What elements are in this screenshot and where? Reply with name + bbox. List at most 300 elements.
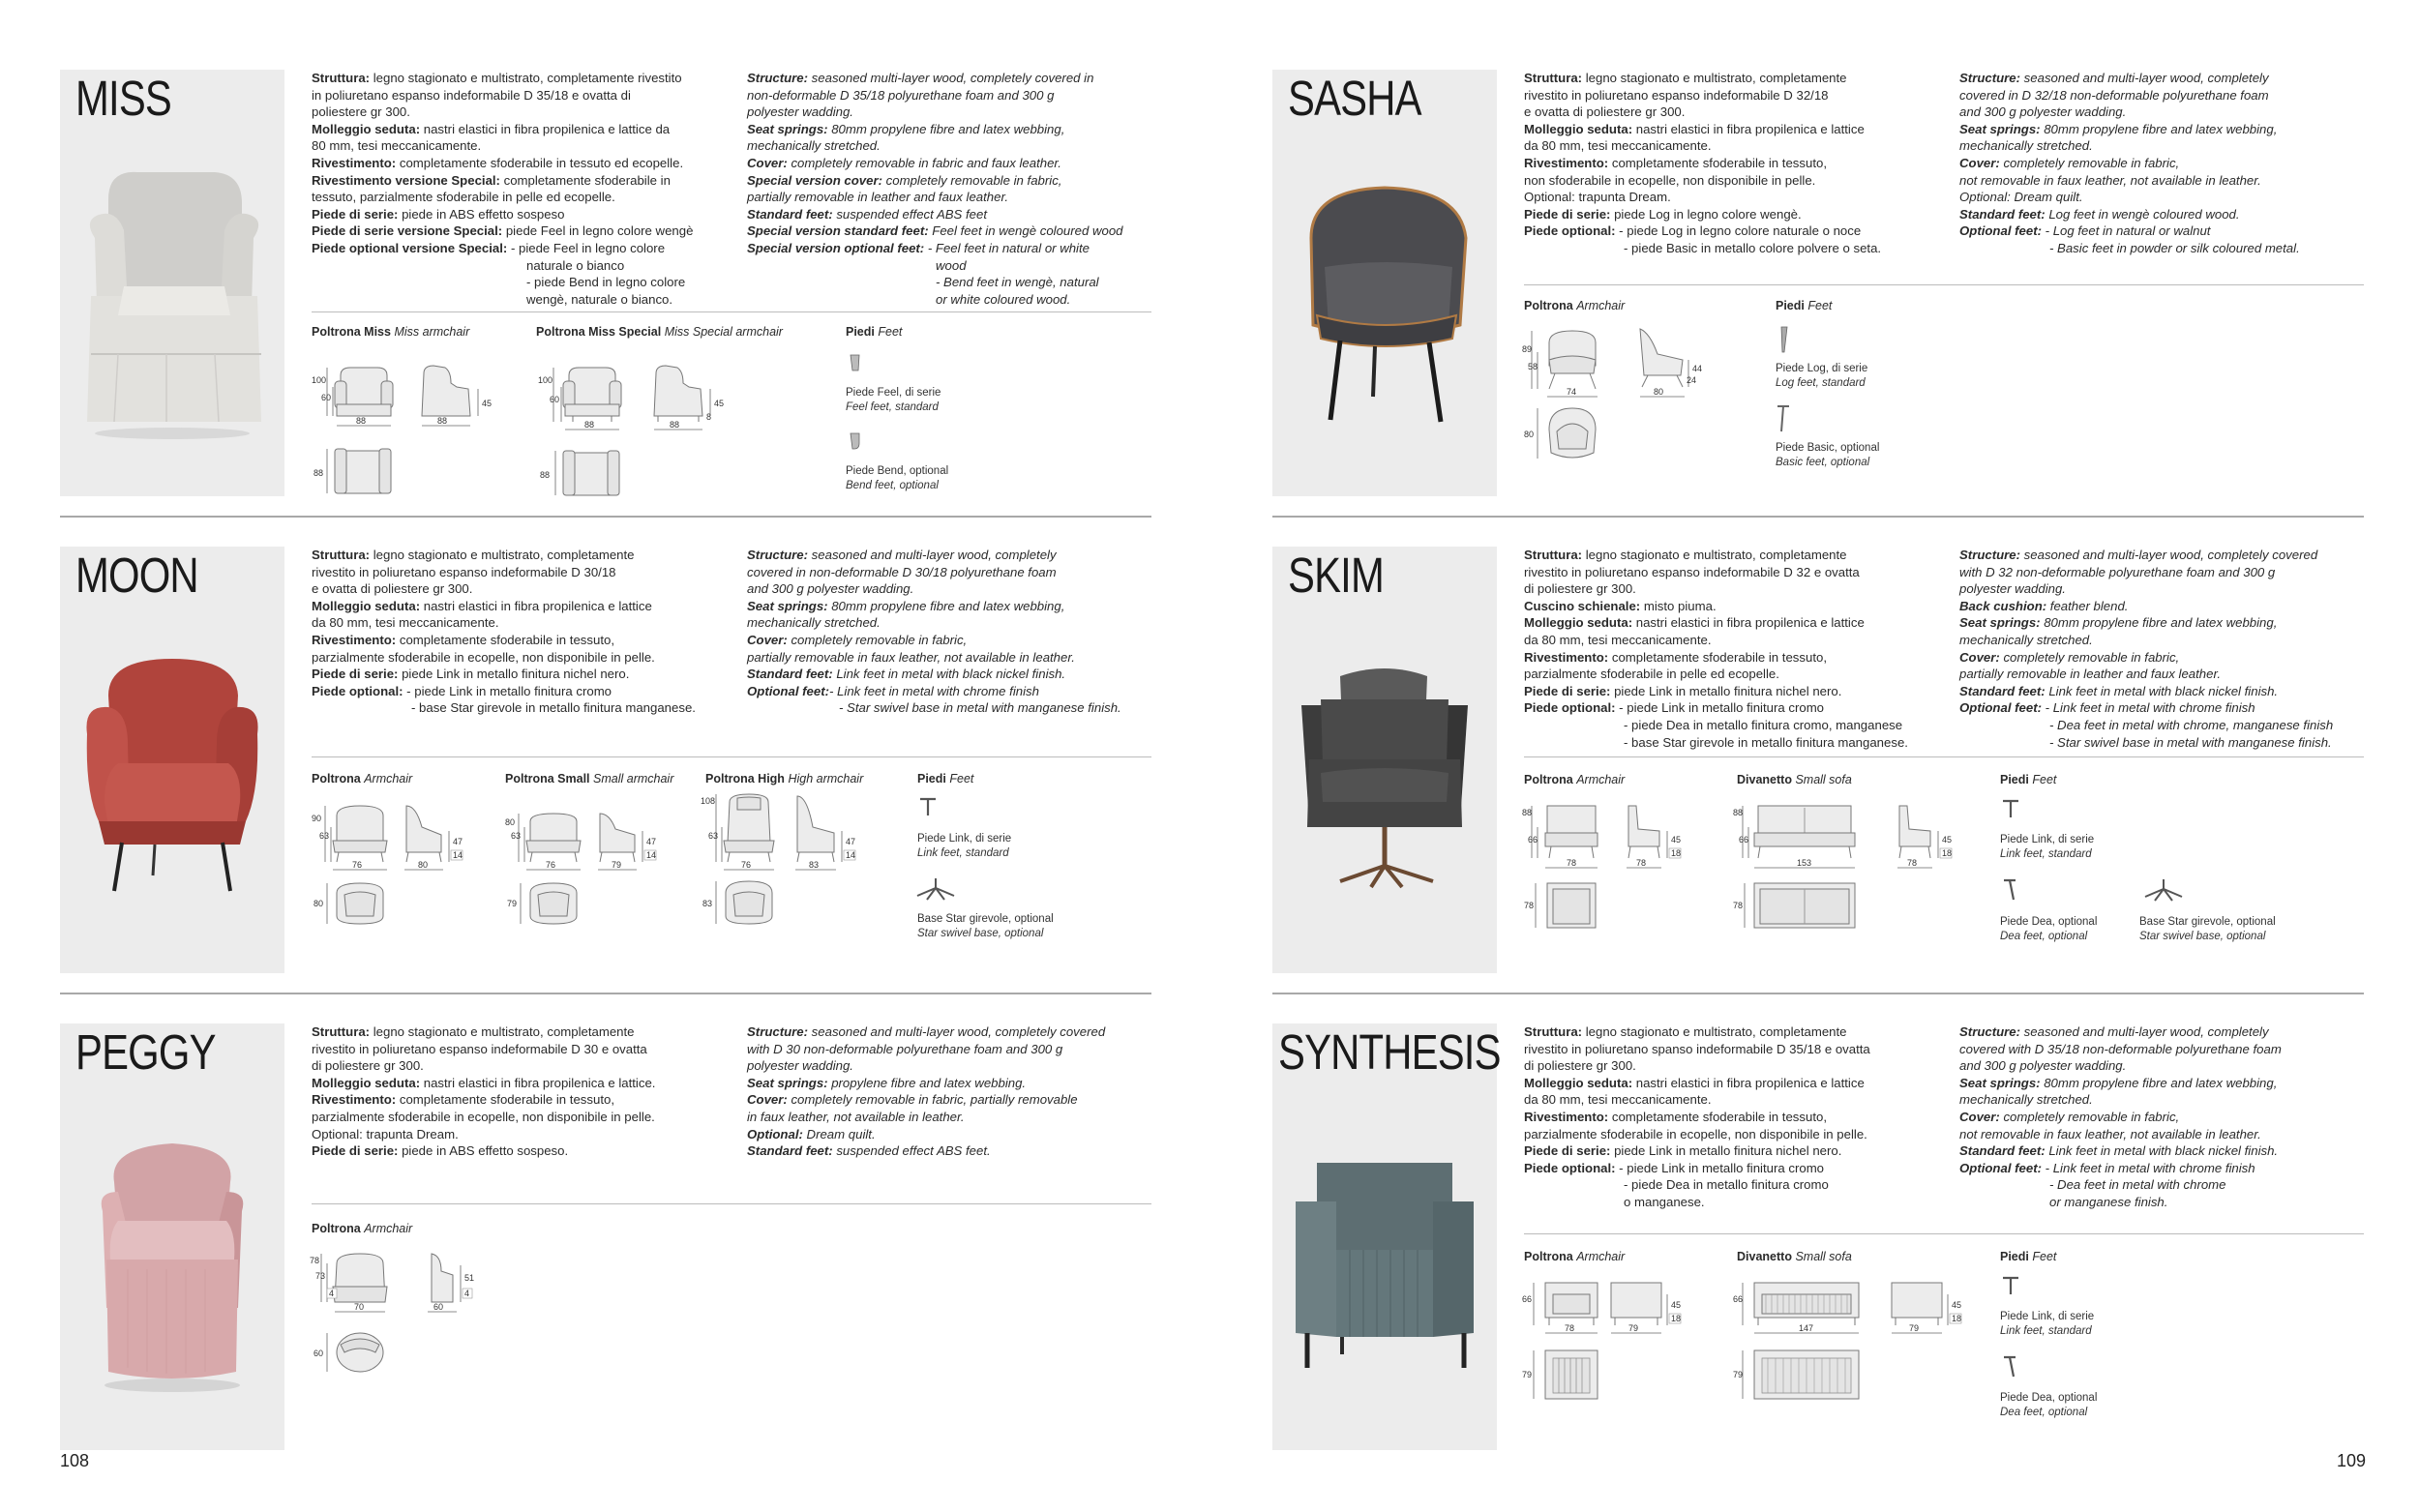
dim-depth: 79 — [1909, 1323, 1920, 1333]
dim-seat-height: 60 — [550, 395, 560, 404]
text-line — [1524, 87, 1881, 104]
spec-text: - piede Bend in legno colore — [526, 275, 686, 290]
spec-label: Piede di serie: — [312, 1143, 399, 1159]
text-line — [747, 1057, 1105, 1075]
spec-text: or manganese finish. — [2049, 1194, 2168, 1209]
spec-label: Rivestimento: — [1524, 155, 1609, 170]
spec-text: wengè, naturale o bianco. — [526, 291, 673, 307]
spec-label: Cover: — [747, 155, 788, 170]
dim-seat-depth: 47 — [846, 837, 856, 846]
dim-width: 153 — [1797, 858, 1812, 868]
feet-caption: Piede Link, di serie Link feet, standard — [2000, 1311, 2095, 1337]
divider — [312, 756, 1151, 757]
spec-text: - Link feet in metal with chrome finish — [2042, 1160, 2255, 1175]
spec-text: with D 32 non-deformable polyurethane foam and 300 g — [1959, 564, 2276, 579]
spec-text: non sfoderabile in ecopelle, non disponibile in pelle. — [1524, 172, 1816, 188]
spec-label: Piede di serie: — [1524, 1143, 1611, 1159]
dim-width: 88 — [356, 416, 367, 426]
divider — [312, 311, 1151, 312]
spec-text: mechanically stretched. — [747, 138, 881, 154]
spec-text: Dream quilt. — [802, 1126, 876, 1141]
dea-foot-icon — [2000, 1354, 2021, 1379]
spec-text: Link feet in metal with black nickel finish. — [2045, 1143, 2279, 1159]
feet-caption: Piede Feel, di serie Feel feet, standard — [846, 387, 941, 413]
section-peggy — [60, 1008, 1151, 1472]
dim-plan-depth: 79 — [507, 899, 518, 908]
spec-text: completely removable in fabric and faux leather. — [787, 155, 1061, 170]
text-line — [1524, 1194, 1870, 1211]
spec-label: Molleggio seduta: — [1524, 615, 1633, 631]
text-line — [1959, 1142, 2282, 1160]
text-line — [1524, 547, 1908, 564]
text-line — [1959, 649, 2333, 667]
dim-depth: 79 — [1628, 1323, 1639, 1333]
text-line — [1959, 1109, 2282, 1126]
section-skim — [1272, 531, 2364, 995]
text-line — [747, 172, 1123, 190]
text-line — [312, 683, 696, 700]
spec-text: - Star swivel base in metal with manganese finish. — [839, 700, 1121, 716]
spec-label: Structure: — [747, 1024, 809, 1039]
spec-text: covered in non-deformable D 30/18 polyurethane foam — [747, 564, 1057, 579]
spec-text: legno stagionato e multistrato, completamente — [1582, 71, 1847, 85]
spec-text: - Basic feet in powder or silk coloured metal. — [2049, 240, 2300, 255]
feet-caption: Piede Dea, optional Dea feet, optional — [2000, 1392, 2098, 1418]
section-separator — [1272, 993, 2364, 994]
spec-label: Piede di serie versione Special: — [312, 223, 503, 239]
section-separator — [60, 516, 1151, 518]
text-line — [1959, 1091, 2282, 1109]
dim-height: 78 — [310, 1256, 320, 1265]
text-line — [312, 240, 693, 257]
section-miss — [60, 54, 1151, 519]
spec-text: - piede Basic in metallo colore polvere o seta. — [1624, 240, 1882, 255]
spec-label: Rivestimento: — [312, 632, 397, 647]
dim-seat-depth: 45 — [482, 399, 493, 408]
text-line — [1959, 189, 2300, 206]
sasha-armchair-photo — [1282, 161, 1487, 451]
text-line — [1959, 1126, 2282, 1143]
dim-height: 66 — [1733, 1294, 1744, 1304]
spec-text: seasoned multi-layer wood, completely covered in — [808, 71, 1094, 85]
dim-height: 100 — [312, 375, 327, 385]
spec-text: completely removable in fabric, — [1999, 155, 2180, 170]
dim-seat-height: 73 — [315, 1271, 326, 1281]
spec-text: covered with D 35/18 non-deformable polyurethane foam — [1959, 1041, 2282, 1056]
dim-seat-height: 66 — [1528, 835, 1538, 845]
text-line — [1524, 137, 1881, 155]
section-moon — [60, 531, 1151, 995]
bend-foot-icon — [846, 431, 865, 453]
text-line — [312, 172, 693, 190]
text-line — [1524, 649, 1908, 667]
text-line — [1959, 206, 2300, 223]
text-line — [312, 699, 696, 717]
spec-text: polyester wadding. — [747, 104, 853, 120]
spec-label: Optional feet: — [1959, 223, 2042, 239]
dim-seat-depth: 45 — [1942, 835, 1953, 845]
spec-label: Struttura: — [312, 548, 371, 562]
text-line — [312, 137, 693, 155]
spec-text: mechanically stretched. — [747, 615, 881, 631]
text-line — [1524, 104, 1881, 121]
text-line — [1959, 70, 2300, 87]
spec-text: poliestere gr 300. — [312, 104, 410, 120]
spec-text: Feel feet in wengè coloured wood — [928, 223, 1123, 239]
text-line — [1524, 1176, 1870, 1194]
spec-text: with D 30 non-deformable polyurethane foam and 300 g — [747, 1041, 1063, 1056]
divider — [312, 1203, 1151, 1204]
spec-label: Piede di serie: — [312, 667, 399, 682]
spec-text: legno stagionato e multistrato, completamente — [1582, 548, 1847, 562]
text-line — [1959, 580, 2333, 598]
spec-label: Structure: — [747, 71, 809, 85]
dim-leg-height: 18 — [1671, 848, 1682, 858]
spec-label: Piede optional: — [1524, 700, 1616, 716]
spec-label: Special version optional feet: — [747, 240, 925, 255]
text-line — [747, 291, 1123, 309]
text-line — [747, 70, 1123, 87]
spec-label: Standard feet: — [747, 667, 833, 682]
dim-height: 66 — [1522, 1294, 1533, 1304]
tech-title-armchair: Poltrona Armchair — [1524, 773, 1626, 786]
text-line — [312, 564, 696, 581]
section-sasha — [1272, 54, 2364, 519]
spec-text: completamente sfoderabile in tessuto ed ecopelle. — [396, 155, 684, 170]
description-it — [312, 1023, 655, 1160]
text-line — [312, 1126, 655, 1143]
feet-caption: Base Star girevole, optional Star swivel base, optional — [2139, 916, 2276, 942]
text-line — [1959, 564, 2333, 581]
dim-width: 76 — [546, 860, 556, 870]
text-line — [1524, 1126, 1870, 1143]
spec-text: rivestito in poliuretano spanso indeformabile D 35/18 e ovatta — [1524, 1041, 1870, 1056]
text-line — [1524, 240, 1881, 257]
spec-text: di poliestere gr 300. — [1524, 581, 1636, 597]
dim-seat-depth: 45 — [1671, 835, 1682, 845]
spec-text: da 80 mm, tesi meccanicamente. — [1524, 138, 1712, 154]
spec-label: Structure: — [747, 548, 809, 562]
spec-text: parzialmente sfoderabile in ecopelle, non disponibile in pelle. — [312, 1109, 655, 1124]
text-line — [312, 649, 696, 667]
dim-seat-depth: 47 — [646, 837, 657, 846]
text-line — [1959, 699, 2333, 717]
dim-height: 108 — [701, 796, 716, 806]
dimension-diagram — [701, 788, 884, 937]
text-line — [1959, 1057, 2282, 1075]
dim-seat-depth: 47 — [453, 837, 463, 846]
spec-text: - base Star girevole in metallo finitura manganese. — [1624, 734, 1908, 750]
spec-text: rivestito in poliuretano espanso indeformabile D 30/18 — [312, 564, 616, 579]
tech-title-small-sofa: Divanetto Small sofa — [1737, 1250, 1852, 1263]
peggy-armchair-photo — [70, 1114, 275, 1405]
text-line — [312, 1075, 655, 1092]
spec-text: e ovatta di poliestere gr 300. — [1524, 104, 1686, 120]
spec-text: completamente sfoderabile in tessuto, — [1608, 1109, 1827, 1124]
spec-text: covered in D 32/18 non-deformable polyurethane foam — [1959, 87, 2269, 103]
text-line — [1524, 1160, 1870, 1177]
text-line — [312, 70, 693, 87]
dea-foot-icon — [2000, 877, 2021, 903]
text-line — [312, 547, 696, 564]
product-title: PEGGY — [75, 1024, 216, 1080]
spec-text: not removable in faux leather, not available in leather. — [1959, 1126, 2261, 1141]
spec-text: completamente sfoderabile in tessuto, — [1608, 155, 1827, 170]
dim-height: 88 — [1733, 808, 1744, 817]
text-line — [1524, 70, 1881, 87]
text-line — [1524, 699, 1908, 717]
dim-depth: 79 — [612, 860, 622, 870]
spec-text: Link feet in metal with black nickel finish. — [2045, 683, 2279, 698]
feet-caption: Piede Link, di serie Link feet, standard — [2000, 834, 2095, 860]
spec-text: di poliestere gr 300. — [1524, 1058, 1636, 1074]
dim-depth: 80 — [418, 860, 429, 870]
spec-text: tessuto, parzialmente sfoderabile in pelle ed ecopelle. — [312, 190, 615, 205]
dim-seat-height: 60 — [321, 393, 332, 402]
description-en — [747, 1023, 1105, 1160]
text-line — [747, 547, 1121, 564]
spec-text: wood — [936, 257, 967, 273]
spec-text: parzialmente sfoderabile in ecopelle, non disponibile in pelle. — [1524, 1126, 1867, 1141]
text-line — [747, 666, 1121, 683]
text-line — [1524, 580, 1908, 598]
text-line — [747, 649, 1121, 667]
text-line — [1959, 137, 2300, 155]
text-line — [747, 632, 1121, 649]
spec-text: seasoned and multi-layer wood, completely — [808, 548, 1057, 562]
spec-label: Optional feet: — [1959, 700, 2042, 716]
dim-height: 90 — [312, 814, 322, 823]
feet-caption: Piede Log, di serie Log feet, standard — [1776, 363, 1868, 389]
spec-text: nastri elastici in fibra propilenica e lattice — [420, 598, 652, 613]
spec-label: Cover: — [1959, 649, 2000, 665]
spec-text: nastri elastici in fibra propilenica e lattice — [1632, 121, 1865, 136]
dim-plan-depth: 60 — [314, 1349, 324, 1358]
link-foot-icon — [2000, 798, 2021, 819]
text-line — [1524, 222, 1881, 240]
spec-text: - base Star girevole in metallo finitura manganese. — [411, 700, 696, 716]
dim-depth: 80 — [1654, 387, 1664, 397]
text-line — [747, 257, 1123, 275]
text-line — [1524, 614, 1908, 632]
dimension-diagram — [312, 792, 486, 937]
text-line — [312, 257, 693, 275]
star-swivel-base-icon — [913, 875, 958, 902]
text-line — [1524, 1142, 1870, 1160]
dimension-diagram — [312, 344, 505, 519]
dimension-diagram — [536, 344, 749, 519]
spec-label: Struttura: — [1524, 548, 1583, 562]
spec-text: mechanically stretched. — [1959, 1092, 2093, 1108]
dim-base-height-side: 4 — [464, 1289, 470, 1298]
dim-plan-depth: 79 — [1522, 1370, 1533, 1379]
tech-title-armchair: Poltrona Armchair — [1524, 299, 1626, 312]
feet-caption: Piede Dea, optional Dea feet, optional — [2000, 916, 2098, 942]
spec-text: - Log feet in natural or walnut — [2042, 223, 2211, 239]
text-line — [747, 104, 1123, 121]
page-number-left: 108 — [60, 1451, 90, 1470]
spec-label: Standard feet: — [747, 1143, 833, 1159]
text-line — [747, 1091, 1105, 1109]
spec-text: seasoned and multi-layer wood, completely covered — [808, 1024, 1106, 1039]
spec-text: completely removable in fabric, — [1999, 649, 2180, 665]
spec-text: polyester wadding. — [747, 1058, 853, 1074]
spec-text: - piede Link in metallo finitura cromo — [1615, 1160, 1825, 1175]
tech-title-feet: Piedi Feet — [2000, 773, 2057, 786]
spec-text: 80mm propylene fibre and latex webbing, — [2040, 1075, 2278, 1090]
dim-width: 76 — [741, 860, 752, 870]
spec-text: polyester wadding. — [1959, 581, 2066, 597]
spec-label: Molleggio seduta: — [312, 121, 421, 136]
link-foot-icon — [2000, 1275, 2021, 1296]
text-line — [1524, 121, 1881, 138]
text-line — [747, 240, 1123, 257]
product-title: MISS — [75, 71, 171, 126]
spec-text: completely removable in fabric, — [1999, 1109, 2180, 1124]
text-line — [1524, 1109, 1870, 1126]
spec-label: Standard feet: — [747, 206, 833, 222]
spec-text: 80mm propylene fibre and latex webbing, — [827, 121, 1065, 136]
spec-text: e ovatta di poliestere gr 300. — [312, 581, 473, 597]
text-line — [1959, 121, 2300, 138]
text-line — [312, 1057, 655, 1075]
spec-text: - Feel feet in natural or white — [924, 240, 1090, 255]
spec-label: Seat springs: — [1959, 1075, 2041, 1090]
spec-text: and 300 g polyester wadding. — [747, 581, 914, 597]
spec-text: - Dea feet in metal with chrome, manganese finish — [2049, 717, 2334, 732]
spec-label: Piede di serie: — [1524, 206, 1611, 222]
dim-leg-height: 14 — [646, 850, 657, 860]
spec-label: Molleggio seduta: — [1524, 1075, 1633, 1090]
text-line — [1524, 1041, 1870, 1058]
text-line — [747, 206, 1123, 223]
text-line — [1959, 1023, 2282, 1041]
spec-label: Rivestimento: — [1524, 649, 1609, 665]
spec-text: Log feet in wengè coloured wood. — [2045, 206, 2240, 222]
spec-text: and 300 g polyester wadding. — [1959, 1058, 2127, 1074]
spec-label: Cover: — [747, 632, 788, 647]
dim-seat-depth: 45 — [714, 399, 725, 408]
spec-text: misto piuma. — [1640, 598, 1717, 613]
divider — [1524, 756, 2364, 757]
text-line — [1524, 206, 1881, 223]
spec-label: Seat springs: — [747, 121, 828, 136]
spec-text: piede Feel in legno colore wengè — [502, 223, 694, 239]
text-line — [747, 564, 1121, 581]
dim-leg-height: 14 — [846, 850, 856, 860]
spec-label: Molleggio seduta: — [312, 598, 421, 613]
synthesis-armchair-photo — [1282, 1114, 1487, 1405]
dim-width: 70 — [354, 1302, 365, 1312]
dim-height: 80 — [505, 817, 516, 827]
text-line — [747, 1109, 1105, 1126]
description-en — [1959, 1023, 2282, 1211]
spec-text: 80mm propylene fibre and latex webbing, — [2040, 615, 2278, 631]
spec-text: completamente sfoderabile in tessuto, — [396, 632, 614, 647]
dim-depth: 88 — [670, 420, 680, 430]
text-line — [1959, 240, 2300, 257]
text-line — [1959, 632, 2333, 649]
spec-label: Standard feet: — [1959, 206, 2046, 222]
dim-leg-height: 18 — [1671, 1314, 1682, 1323]
spec-text: partially removable in leather and faux leather. — [747, 190, 1009, 205]
text-line — [1524, 632, 1908, 649]
tech-title-miss: Poltrona Miss Miss armchair — [312, 325, 470, 339]
spec-label: Molleggio seduta: — [1524, 121, 1633, 136]
text-line — [747, 683, 1121, 700]
text-line — [1959, 172, 2300, 190]
spec-text: in faux leather, not available in leather. — [747, 1109, 965, 1124]
spec-text: suspended effect ABS feet. — [832, 1143, 991, 1159]
tech-title-feet: Piedi Feet — [2000, 1250, 2057, 1263]
spec-label: Struttura: — [1524, 71, 1583, 85]
spec-text: in poliuretano espanso indeformabile D 35/18 e ovatta di — [312, 87, 631, 103]
dim-leg-height: 8 — [706, 412, 712, 422]
spec-label: Cuscino schienale: — [1524, 598, 1641, 613]
spec-label: Optional: — [747, 1126, 803, 1141]
dim-width: 88 — [584, 420, 595, 430]
tech-title-armchair: Poltrona Armchair — [312, 1222, 413, 1235]
spec-label: Piede optional: — [1524, 223, 1616, 239]
text-line — [1959, 598, 2333, 615]
text-line — [1524, 1075, 1870, 1092]
text-line — [312, 87, 693, 104]
spec-label: Struttura: — [312, 71, 371, 85]
dim-leg-height: 24 — [1687, 375, 1697, 385]
dim-leg-height: 18 — [1952, 1314, 1962, 1323]
spec-label: Seat springs: — [1959, 615, 2041, 631]
tech-title-high-armchair: Poltrona High High armchair — [705, 772, 864, 786]
text-line — [747, 614, 1121, 632]
spec-label: Optional feet: — [747, 683, 829, 698]
product-title: SASHA — [1288, 71, 1421, 126]
description-it — [1524, 70, 1881, 257]
spec-text: or white coloured wood. — [936, 291, 1071, 307]
dim-seat-height: 63 — [708, 831, 719, 841]
dim-width: 78 — [1567, 858, 1577, 868]
text-line — [747, 87, 1123, 104]
spec-text: - Link feet in metal with chrome finish — [2042, 700, 2255, 716]
text-line — [312, 291, 693, 309]
spec-label: Seat springs: — [747, 598, 828, 613]
dim-depth: 83 — [809, 860, 820, 870]
text-line — [1524, 717, 1908, 734]
dim-seat-depth: 51 — [464, 1273, 475, 1283]
spec-text: di poliestere gr 300. — [312, 1058, 424, 1074]
text-line — [1959, 547, 2333, 564]
tech-title-miss-special: Poltrona Miss Special Miss Special armchair — [536, 325, 783, 339]
description-en — [1959, 70, 2300, 257]
spec-label: Seat springs: — [1959, 121, 2041, 136]
divider — [1524, 284, 2364, 285]
spec-label: Structure: — [1959, 71, 2021, 85]
spec-text: Link feet in metal with black nickel finish. — [832, 667, 1066, 682]
spec-text: Optional: Dream quilt. — [1959, 190, 2083, 205]
spec-label: Cover: — [1959, 1109, 2000, 1124]
text-line — [747, 155, 1123, 172]
text-line — [312, 598, 696, 615]
text-line — [312, 206, 693, 223]
spec-text: - piede Link in metallo finitura cromo — [403, 683, 612, 698]
spec-text: nastri elastici in fibra propilenica e lattice. — [420, 1075, 656, 1090]
text-line — [1524, 1091, 1870, 1109]
spec-text: rivestito in poliuretano espanso indeformabile D 30 e ovatta — [312, 1041, 647, 1056]
dim-width: 147 — [1799, 1323, 1814, 1333]
dim-leg-height: 14 — [453, 850, 463, 860]
star-swivel-base-icon — [2141, 875, 2186, 903]
spec-label: Cover: — [747, 1092, 788, 1108]
spec-label: Rivestimento versione Special: — [312, 172, 500, 188]
